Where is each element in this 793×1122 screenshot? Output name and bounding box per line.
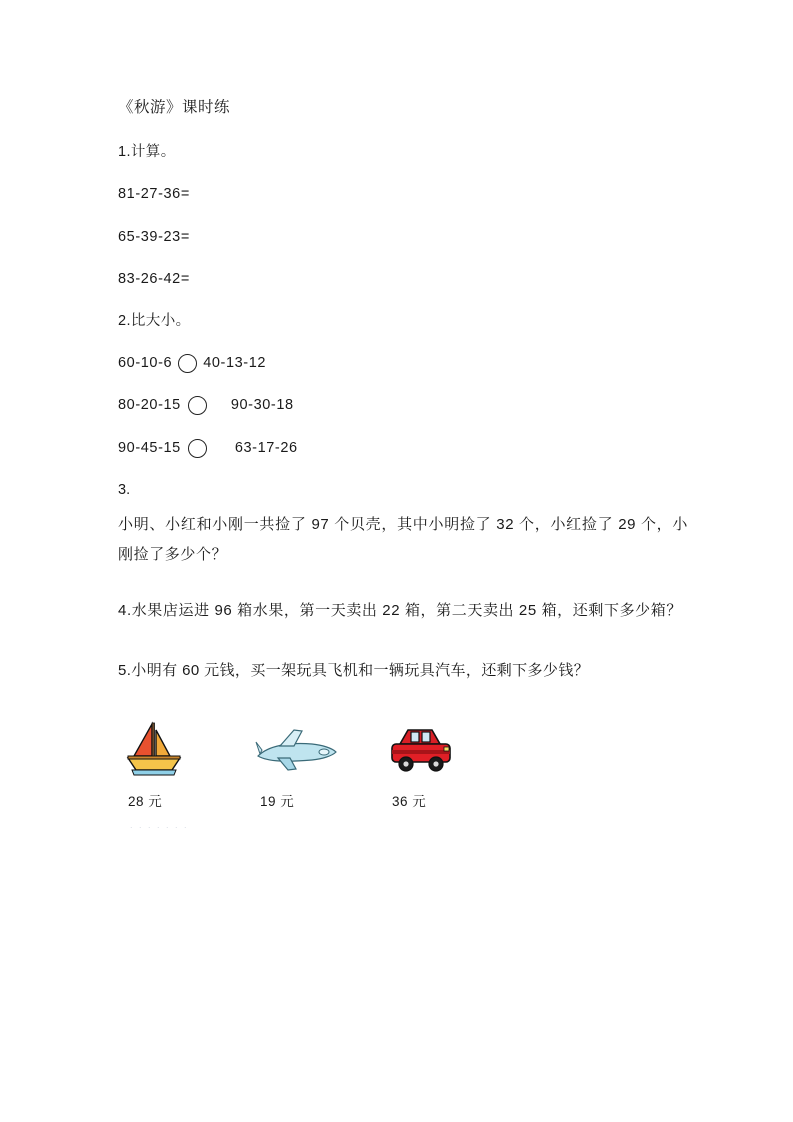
question-1-heading: 1.计算。 <box>118 144 176 161</box>
price-item-airplane <box>254 720 386 810</box>
price-item-list <box>122 720 688 810</box>
question-3-text: 小明、小红和小刚一共捡了 97 个贝壳，其中小明捡了 32 个，小红捡了 29 个，小刚捡了多少个？ <box>118 515 688 563</box>
document-content <box>118 96 688 810</box>
toy-car-icon <box>386 720 518 782</box>
expression-3: 83-26-42= <box>118 270 190 287</box>
question-4-text: 4.水果店运进 96 箱水果，第一天卖出 22 箱，第二天卖出 25 箱，还剩下多少箱？ <box>118 601 682 619</box>
comparison-circle-icon[interactable] <box>188 396 207 415</box>
comparison-left-1: 60-10-6 <box>118 355 173 372</box>
price-item-car <box>386 720 518 810</box>
comparison-right-3: 63-17-26 <box>234 439 298 456</box>
comparison-left-2: 80-20-15 <box>118 397 181 414</box>
comparison-circle-icon[interactable] <box>178 354 197 373</box>
price-label-car: 36 元 <box>392 793 427 809</box>
question-5-text: 5.小明有 60 元钱，买一架玩具飞机和一辆玩具汽车，还剩下多少钱？ <box>118 661 590 679</box>
comparison-circle-icon[interactable] <box>188 439 207 458</box>
question-2-heading: 2.比大小。 <box>118 313 191 329</box>
toy-sailboat-icon <box>122 720 254 782</box>
price-item-sailboat <box>122 720 254 810</box>
comparison-row-1 <box>118 352 688 375</box>
toy-airplane-icon <box>254 720 386 782</box>
question-3-heading: 3. <box>118 481 131 498</box>
comparison-row-3 <box>118 437 688 460</box>
expression-1: 81-27-36= <box>118 186 190 203</box>
expression-2: 65-39-23= <box>118 228 190 245</box>
watermark: . . . . . . . <box>130 820 189 830</box>
comparison-row-2 <box>118 394 688 417</box>
price-label-airplane: 19 元 <box>260 793 295 809</box>
comparison-left-3: 90-45-15 <box>118 439 181 456</box>
comparison-right-2: 90-30-18 <box>230 397 294 414</box>
price-label-sailboat: 28 元 <box>128 793 163 809</box>
comparison-right-1: 40-13-12 <box>203 355 267 372</box>
page-title: 《秋游》课时练 <box>118 99 231 116</box>
